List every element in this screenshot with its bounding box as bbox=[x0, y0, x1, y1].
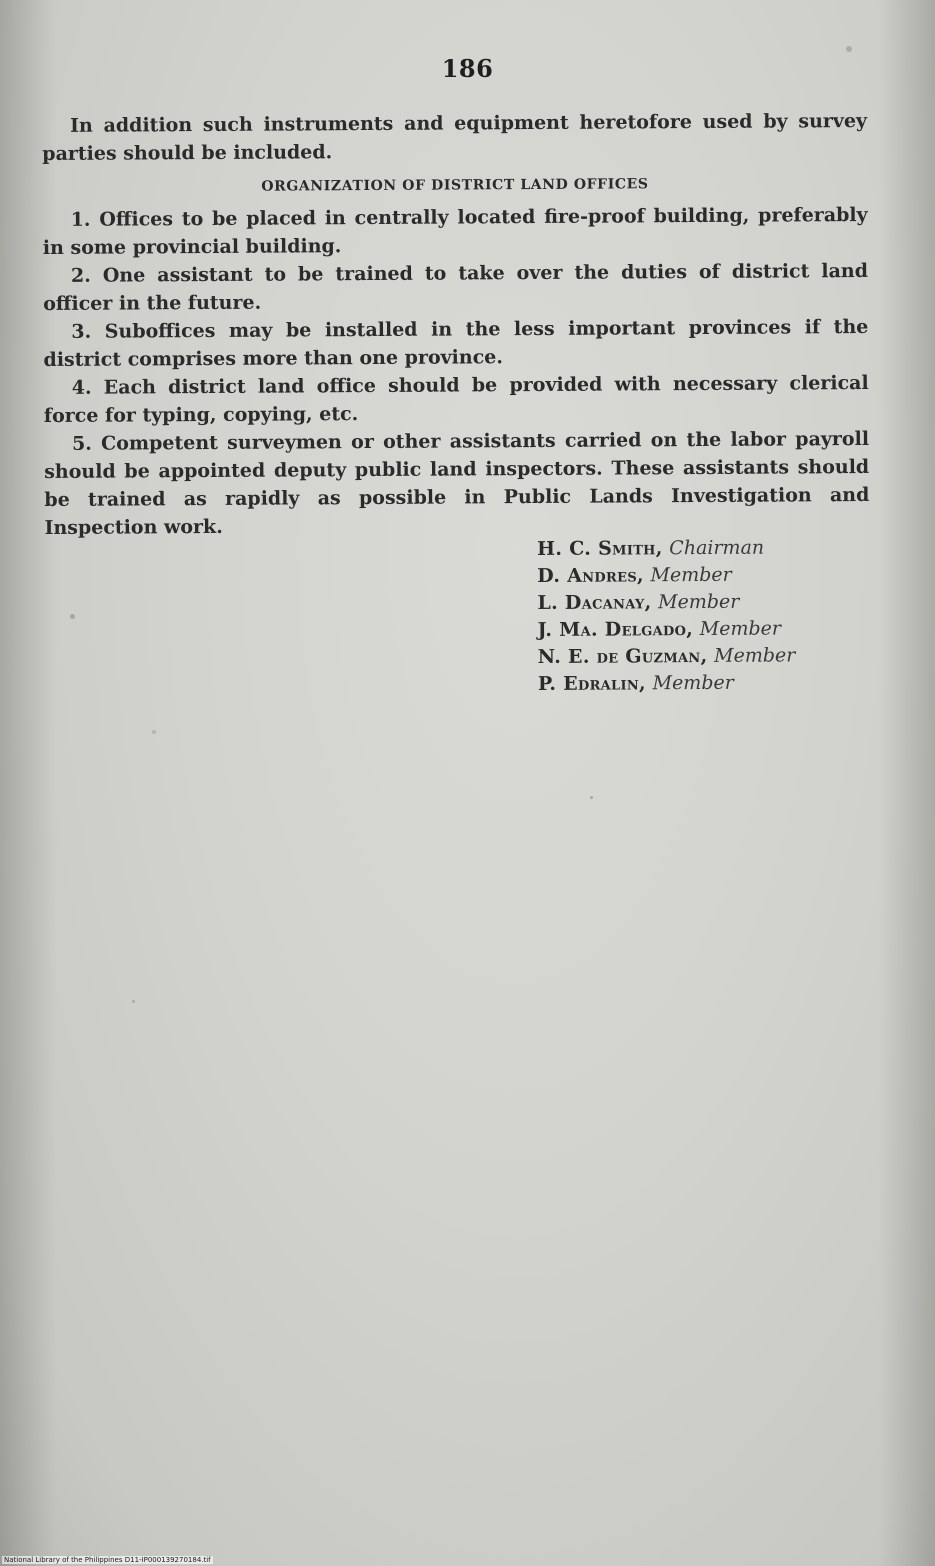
signatory-role: Member bbox=[650, 563, 732, 587]
list-item: 4. Each district land office should be provided with necessary clerical force for typing, copying, etc. bbox=[43, 371, 869, 427]
signatory bbox=[537, 561, 795, 590]
scan-speck bbox=[132, 1000, 135, 1003]
list-item: 1. Offices to be placed in centrally located fire-proof building, preferably in some provincial building. bbox=[42, 203, 868, 259]
signatory-name: D. Andres, bbox=[537, 564, 644, 587]
list-item: 2. One assistant to be trained to take over the duties of district land officer in the future. bbox=[43, 259, 869, 315]
signatory-role: Member bbox=[699, 617, 782, 641]
signatory-role: Chairman bbox=[669, 536, 765, 560]
signatory bbox=[538, 669, 796, 698]
signatory-name: J. Ma. Delgado, bbox=[537, 618, 694, 641]
signatory-name: H. C. Smith, bbox=[537, 537, 663, 560]
scan-speck bbox=[590, 796, 593, 799]
list-item: 3. Suboffices may be installed in the less important provinces if the district comprises more than one province. bbox=[43, 315, 869, 371]
signatory-name: P. Edralin, bbox=[537, 672, 647, 695]
body-text bbox=[42, 107, 870, 542]
scan-credit: National Library of the Philippines D11-IP000139270184.tif bbox=[4, 1556, 211, 1564]
scan-speck bbox=[846, 46, 852, 52]
intro-paragraph: In addition such instruments and equipment heretofore used by survey parties should be included. bbox=[42, 109, 868, 165]
section-heading: ORGANIZATION OF DISTRICT LAND OFFICES bbox=[261, 176, 649, 195]
page-number: 186 bbox=[441, 54, 494, 83]
signatory bbox=[537, 534, 795, 563]
list-item: 5. Competent surveymen or other assistants carried on the labor payroll should be appointed deputy public land inspectors. These assistants should be trained as rapidly as possible in Public Lands Investigation and Inspection work. bbox=[44, 427, 870, 539]
signatory-name: L. Dacanay, bbox=[537, 591, 652, 614]
signatory-role: Member bbox=[714, 644, 796, 667]
signature-block bbox=[537, 534, 796, 698]
signatory bbox=[537, 615, 795, 644]
signatory-role: Member bbox=[652, 671, 734, 695]
scan-speck bbox=[152, 730, 156, 734]
signatory-name: N. E. de Guzman, bbox=[537, 644, 708, 668]
signatory-role: Member bbox=[658, 590, 740, 614]
signatory bbox=[538, 642, 796, 671]
signatory bbox=[537, 588, 795, 617]
scan-speck bbox=[70, 614, 75, 619]
